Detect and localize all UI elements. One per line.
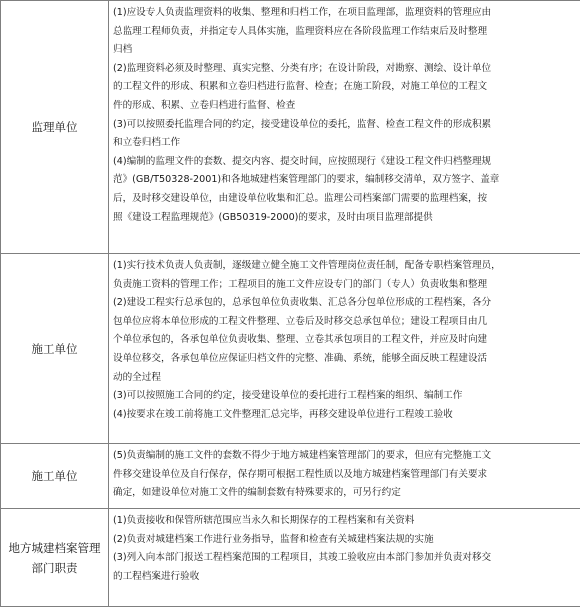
content-line: (3)可以按照委托监理合同的约定，接受建设单位的委托，监督、检查工程文件的形成积累 [113, 116, 580, 135]
content-line: (3)列入向本部门报送工程档案范围的工程项目，其竣工验收应由本部门参加并负责对移交 [113, 549, 580, 568]
content-line: 的工程文件的形成、积累和立卷归档进行监督、检查；在施工阶段，对施工单位的工程文 [113, 78, 580, 97]
row-label-text: 施工单位 [1, 466, 108, 486]
content-line: (2)负责对城建档案工作进行业务指导，监督和检查有关城建档案法规的实施 [113, 531, 580, 550]
content-line: (1)应设专人负责监理资料的收集、整理和归档工作，在项目监理部，监理资料的管理应由 [113, 4, 580, 23]
row-label-text: 地方城建档案管理 [1, 538, 108, 558]
row-label [1, 254, 109, 444]
content-line: (4)编制的监理文件的套数、提交内容、提交时间，应按照现行《建设工程文件归档整理规 [113, 153, 580, 172]
table-row [1, 1, 580, 254]
row-label-text: 施工单位 [1, 339, 108, 359]
row-label [1, 444, 109, 509]
content-line: (5)负责编制的施工文件的套数不得少于地方城建档案管理部门的要求，但应有完整施工文 [113, 447, 580, 466]
content-line: 负责施工资料的管理工作；工程项目的施工文件应设专门的部门（专人）负责收集和整理 [113, 276, 580, 295]
content-line: (3)可以按照施工合同的约定，接受建设单位的委托进行工程档案的组织、编制工作 [113, 387, 580, 406]
content-line: 总监理工程师负责，并指定专人具体实施，监理资料应在各阶段监理工作结束后及时整理 [113, 23, 580, 42]
content-line: 件的形成、积累、立卷归档进行监督、检查 [113, 97, 580, 116]
content-line: 照《建设工程监理规范》(GB50319-2000)的要求，及时由项目监理部提供 [113, 209, 580, 228]
content-line: (2)建设工程实行总承包的，总承包单位负责收集、汇总各分包单位形成的工程档案，各分 [113, 294, 580, 313]
row-content [109, 254, 580, 444]
table-row [1, 509, 580, 607]
row-label-text: 监理单位 [1, 117, 108, 137]
row-label [1, 1, 109, 254]
content-line: 件移交建设单位及自行保存，保存期可根据工程性质以及地方城建档案管理部门有关要求 [113, 466, 580, 485]
row-label [1, 509, 109, 607]
content-line: 确定，如建设单位对施工文件的编制套数有特殊要求的，可另行约定 [113, 484, 580, 503]
table-row [1, 254, 580, 444]
row-content [109, 509, 580, 607]
row-content [109, 444, 580, 509]
row-label-text: 部门职责 [1, 558, 108, 578]
content-line: 的工程档案进行验收 [113, 568, 580, 587]
content-line: 个单位承包的，各承包单位负责收集、整理、立卷其承包项目的工程文件，并应及时向建 [113, 331, 580, 350]
content-line: (1)负责接收和保管所辖范围应当永久和长期保存的工程档案和有关资料 [113, 512, 580, 531]
content-line: 范》(GB/T50328-2001)和各地城建档案管理部门的要求，编制移交清单，双方签字、盖章 [113, 171, 580, 190]
content-line: 包单位应将本单位形成的工程文件整理、立卷后及时移交总承包单位；建设工程项目由几 [113, 313, 580, 332]
content-line: 归档 [113, 41, 580, 60]
table-row [1, 444, 580, 509]
content-line: 后，及时移交建设单位，由建设单位收集和汇总。监理公司档案部门需要的监理档案，按 [113, 190, 580, 209]
content-line: 动的全过程 [113, 369, 580, 388]
content-line: (4)按要求在竣工前将施工文件整理汇总完毕，再移交建设单位进行工程竣工验收 [113, 406, 580, 425]
row-content [109, 1, 580, 254]
content-line: 和立卷归档工作 [113, 134, 580, 153]
content-line: (1)实行技术负责人负责制，逐级建立健全施工文件管理岗位责任制，配备专职档案管理员， [113, 257, 580, 276]
content-line: 设单位移交，各承包单位应保证归档文件的完整、准确、系统，能够全面反映工程建设活 [113, 350, 580, 369]
content-line: (2)监理资料必须及时整理、真实完整、分类有序；在设计阶段，对勘察、测绘、设计单位 [113, 60, 580, 79]
